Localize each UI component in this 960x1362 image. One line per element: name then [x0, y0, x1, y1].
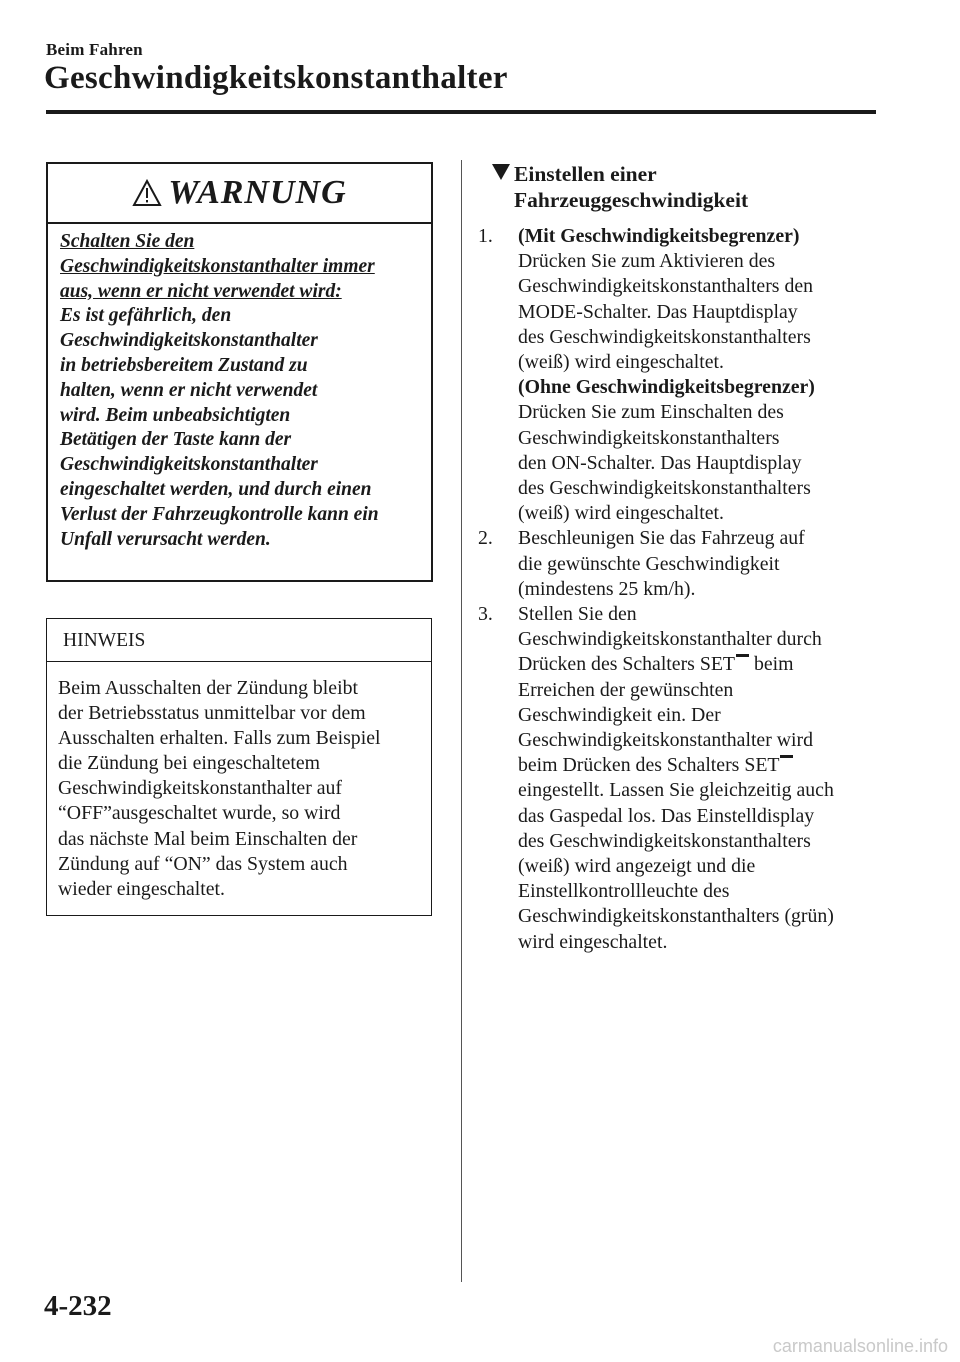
page-title: Geschwindigkeitskonstanthalter	[44, 60, 508, 96]
step-line: Drücken Sie zum Aktivieren des	[518, 250, 776, 273]
note-line: der Betriebsstatus unmittelbar vor dem	[58, 702, 366, 725]
note-line: Geschwindigkeitskonstanthalter auf	[58, 777, 343, 800]
note-line: Zündung auf “ON” das System auch	[58, 852, 348, 875]
procedure-steps	[478, 224, 888, 955]
warning-line: Geschwindigkeitskonstanthalter immer	[60, 255, 375, 277]
note-line: die Zündung bei eingeschaltetem	[58, 752, 321, 775]
warning-body	[48, 224, 431, 552]
warning-header	[48, 164, 431, 224]
warning-line: in betriebsbereitem Zustand zu	[60, 354, 308, 376]
step-line: (weiß) wird angezeigt und die	[518, 855, 756, 878]
step-line	[518, 652, 888, 677]
step-line: (weiß) wird eingeschaltet.	[518, 351, 724, 374]
warning-line: Es ist gefährlich, den	[60, 305, 232, 327]
step-3	[478, 602, 888, 955]
note-body	[47, 662, 431, 902]
step-line: Stellen Sie den	[518, 603, 637, 626]
warning-line: Betätigen der Taste kann der	[60, 429, 292, 451]
step-2	[478, 526, 888, 602]
step-line: (mindestens 25 km/h).	[518, 577, 696, 600]
step-line: des Geschwindigkeitskonstanthalters	[518, 477, 811, 500]
warning-line: Geschwindigkeitskonstanthalter	[60, 454, 318, 476]
step-line: das Gaspedal los. Das Einstelldisplay	[518, 804, 815, 827]
note-title: HINWEIS	[47, 619, 431, 662]
warning-line: halten, wenn er nicht verwendet	[60, 379, 318, 401]
step-line: Erreichen der gewünschten	[518, 678, 734, 701]
column-divider	[461, 160, 462, 1282]
page-number: 4-232	[44, 1290, 112, 1322]
set-minus-icon	[736, 654, 749, 657]
warning-line: Schalten Sie den	[60, 231, 195, 252]
triangle-bullet-icon	[492, 164, 510, 180]
step-line: des Geschwindigkeitskonstanthalters	[518, 829, 811, 852]
note-line: Ausschalten erhalten. Falls zum Beispiel	[58, 727, 381, 750]
note-line: “OFF”ausgeschaltet wurde, so wird	[58, 802, 341, 825]
warning-triangle-icon	[132, 179, 162, 207]
step-line: MODE-Schalter. Das Hauptdisplay	[518, 300, 798, 323]
step-line: Geschwindigkeit ein. Der	[518, 703, 721, 726]
step-number: 1.	[478, 225, 493, 247]
without-limiter-label: (Ohne Geschwindigkeitsbegrenzer)	[518, 376, 815, 399]
note-line: wieder eingeschaltet.	[58, 877, 225, 900]
note-box	[46, 618, 432, 916]
step-line: eingestellt. Lassen Sie gleichzeitig auch	[518, 779, 834, 802]
warning-line: eingeschaltet werden, und durch einen	[60, 478, 372, 500]
warning-line: wird. Beim unbeabsichtigten	[60, 404, 291, 426]
step-text: Drücken des Schalters SET	[518, 653, 735, 676]
warning-line: Geschwindigkeitskonstanthalter	[60, 330, 318, 352]
step-line: Geschwindigkeitskonstanthalter wird	[518, 729, 814, 752]
warning-title: WARNUNG	[168, 174, 347, 211]
step-line: Einstellkontrollleuchte des	[518, 880, 730, 903]
title-rule	[46, 110, 876, 114]
step-line: die gewünschte Geschwindigkeit	[518, 552, 780, 575]
step-line: wird eingeschaltet.	[518, 930, 668, 953]
step-line: Geschwindigkeitskonstanthalters den	[518, 275, 814, 298]
section-label: Beim Fahren	[46, 40, 143, 59]
procedure-heading	[492, 162, 882, 213]
note-line: das nächste Mal beim Einschalten der	[58, 827, 358, 850]
step-number: 3.	[478, 603, 493, 626]
note-line: Beim Ausschalten der Zündung bleibt	[58, 677, 358, 699]
with-limiter-label: (Mit Geschwindigkeitsbegrenzer)	[518, 225, 800, 247]
step-line	[518, 753, 888, 778]
warning-line: Verlust der Fahrzeugkontrolle kann ein	[60, 503, 379, 525]
warning-line: aus, wenn er nicht verwendet wird:	[60, 280, 342, 302]
step-text: beim	[749, 653, 794, 676]
step-line: des Geschwindigkeitskonstanthalters	[518, 325, 811, 348]
step-line: den ON-Schalter. Das Hauptdisplay	[518, 451, 802, 474]
step-line: Geschwindigkeitskonstanthalter durch	[518, 628, 822, 651]
step-text: beim Drücken des Schalters SET	[518, 754, 780, 777]
step-line: Drücken Sie zum Einschalten des	[518, 401, 784, 424]
step-line: Geschwindigkeitskonstanthalters (grün)	[518, 905, 834, 928]
step-1	[478, 224, 888, 526]
step-line: (weiß) wird eingeschaltet.	[518, 502, 724, 525]
set-minus-icon	[780, 755, 793, 758]
step-number: 2.	[478, 527, 493, 550]
procedure-heading-line2: Fahrzeuggeschwindigkeit	[514, 187, 749, 212]
warning-line: Unfall verursacht werden.	[60, 528, 271, 550]
step-line: Beschleunigen Sie das Fahrzeug auf	[518, 527, 805, 550]
warning-box	[46, 162, 433, 582]
step-line: Geschwindigkeitskonstanthalters	[518, 426, 780, 449]
procedure-heading-line1: Einstellen einer	[514, 162, 657, 186]
watermark: carmanualsonline.info	[772, 1336, 948, 1356]
